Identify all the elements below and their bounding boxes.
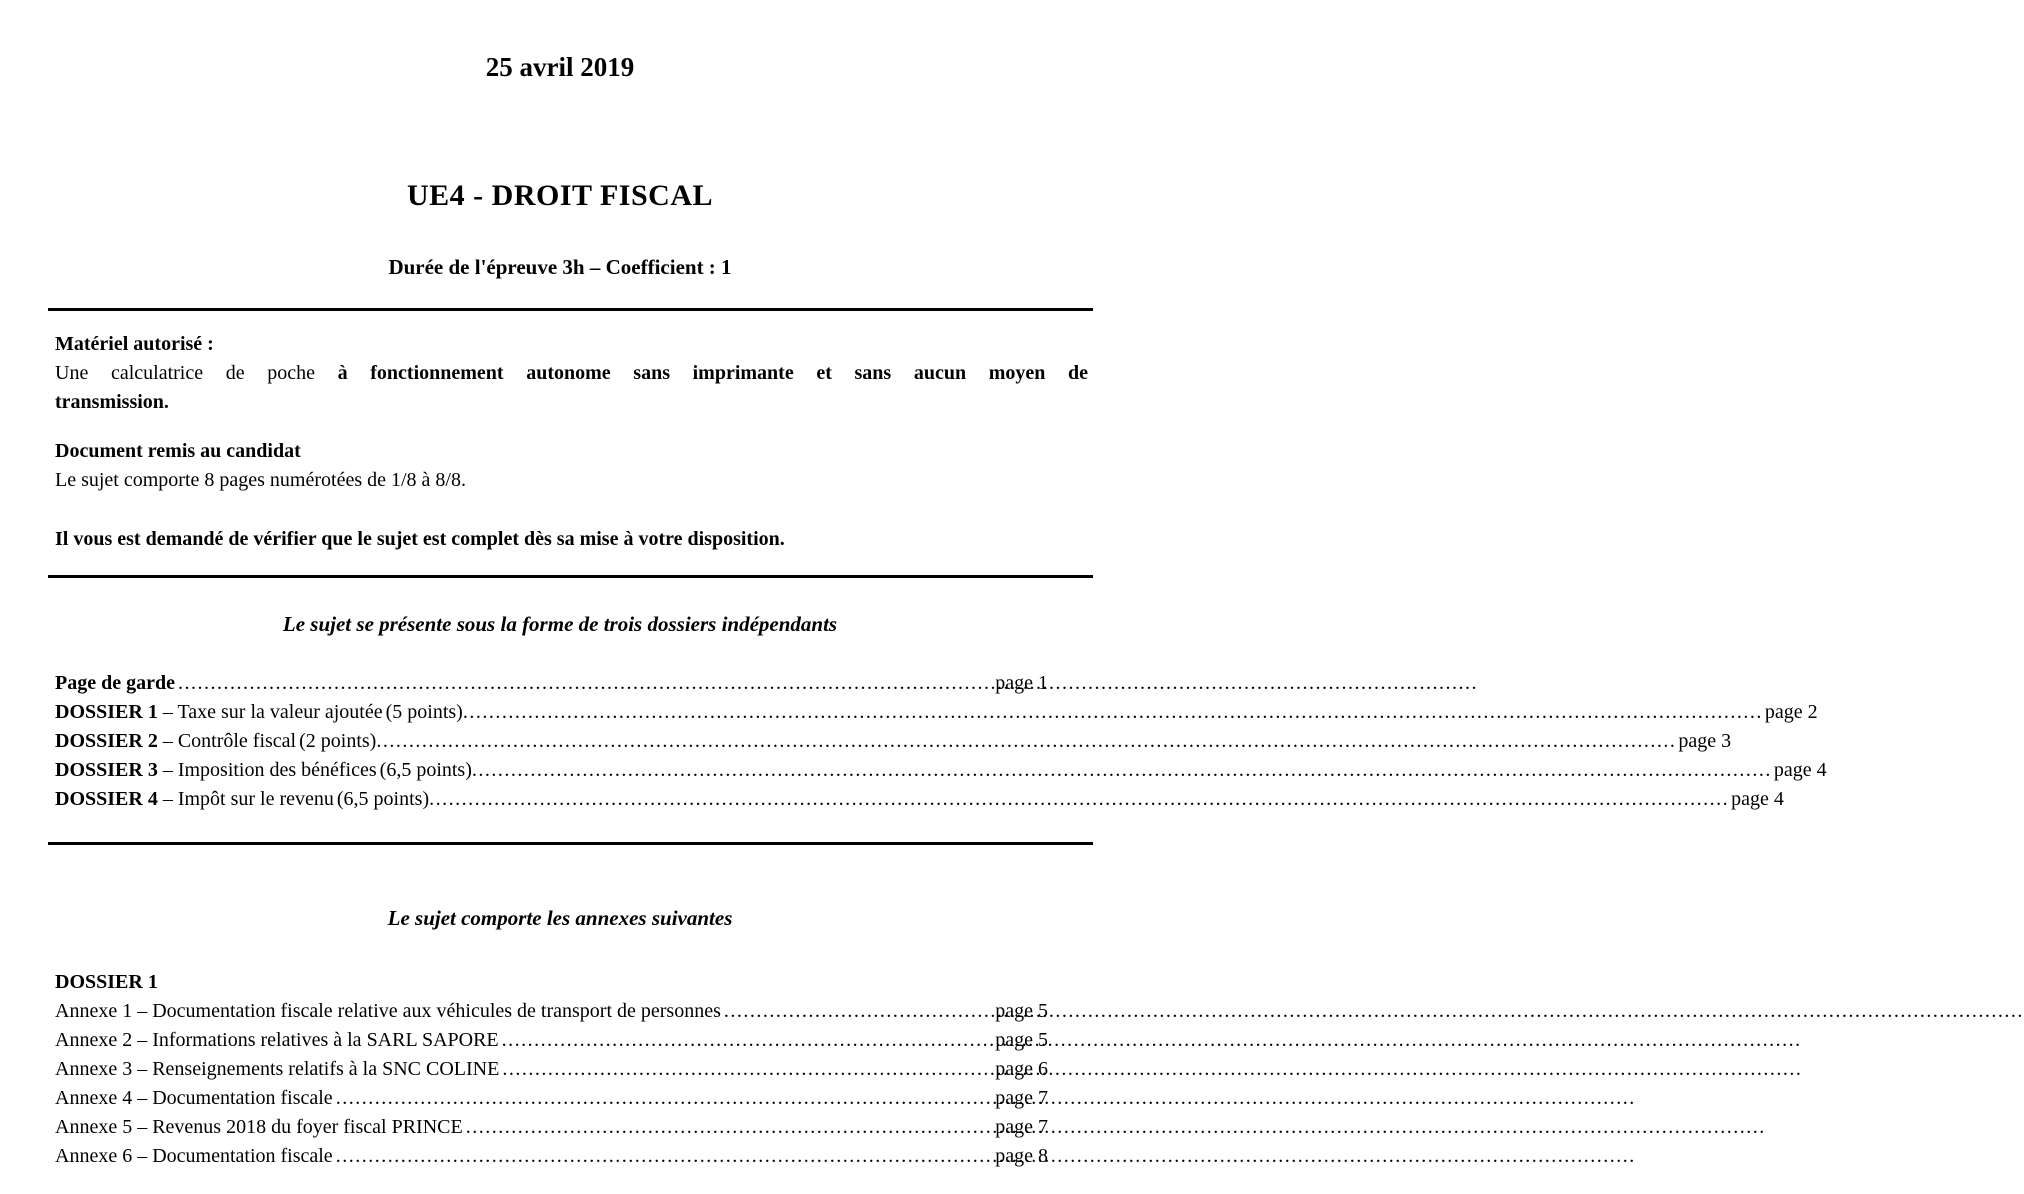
annex-row [55,1142,1048,1171]
candidate-document-text: Le sujet comporte 8 pages numérotées de 1/8 à 8/8. [55,469,466,491]
annex-dot-leader [502,1055,993,1084]
annex-row-label: Annexe 5 – Revenus 2018 du foyer fiscal PRINCE [55,1116,463,1138]
table-of-contents [55,669,1827,814]
toc-points: (6,5 points) [379,759,472,781]
allowed-materials-text-regular: Une calculatrice de poche [55,362,338,384]
annexes-dossier-heading: DOSSIER 1 [55,971,158,993]
toc-dot-leader [472,756,1772,785]
annex-row [55,1055,1048,1084]
toc-page-number: page 2 [1764,701,1818,723]
annex-page-number: page 7 [995,1116,1048,1138]
toc-dot-leader [429,785,1729,814]
toc-section-heading: Le sujet se présente sous la forme de trois dossiers indépendants [282,612,838,636]
allowed-materials-text-bold: à fonctionnement autonome sans imprimante et sans aucun moyen de [337,362,1088,384]
toc-row-label-bold: DOSSIER 3 [55,759,158,781]
annex-row [55,1113,1048,1142]
toc-dot-leader [178,669,993,698]
toc-points: (2 points) [299,730,377,752]
exam-title: UE4 - DROIT FISCAL [407,179,713,212]
toc-row-label-bold: DOSSIER 1 [55,701,158,723]
toc-row-label [55,727,299,756]
toc-row-label [55,756,380,785]
toc-points-page-group [337,785,1784,814]
annex-dot-leader [336,1142,994,1171]
toc-points-page-group [299,727,1731,756]
candidate-document-heading: Document remis au candidat [55,440,301,462]
toc-row-label [55,669,178,698]
completeness-warning: Il vous est demandé de vérifier que le sujet est complet dès sa mise à votre disposition. [55,528,785,550]
toc-row-label-rest: – Impôt sur le revenu [157,788,334,810]
toc-row [55,698,1818,727]
toc-row [55,756,1827,785]
annex-dot-leader [466,1113,994,1142]
annex-page-number: page 7 [995,1087,1048,1109]
toc-dot-leader [463,698,1763,727]
allowed-materials-text [55,359,1088,388]
annex-row [55,1084,1048,1113]
toc-row-label [55,698,386,727]
annex-row-label: Annexe 4 – Documentation fiscale [55,1087,333,1109]
toc-points-page-group [386,698,1818,727]
toc-row-label-rest: – Imposition des bénéfices [157,759,377,781]
annexes-section-heading: Le sujet comporte les annexes suivantes [387,906,733,930]
toc-row-label [55,785,337,814]
annex-dot-leader [724,997,993,1026]
toc-row [55,785,1784,814]
toc-dot-leader [376,727,1676,756]
toc-points-page-group [380,756,1827,785]
allowed-materials-heading: Matériel autorisé : [55,333,214,355]
annex-page-number: page 5 [995,1029,1048,1051]
annex-row [55,1026,1048,1055]
document-date: 25 avril 2019 [485,52,635,82]
annexes-list [55,968,1048,1171]
toc-row [55,727,1732,756]
annex-dot-leader [336,1084,994,1113]
annex-page-number: page 8 [995,1145,1048,1167]
annex-row-label: Annexe 3 – Renseignements relatifs à la SNC COLINE [55,1058,500,1080]
toc-page-number: page 4 [1773,759,1827,781]
allowed-materials-text-line2: transmission. [55,391,169,413]
toc-row-label-rest: – Contrôle fiscal [157,730,297,752]
notice-section [55,330,1088,554]
exam-duration-coefficient: Durée de l'épreuve 3h – Coefficient : 1 [388,255,732,279]
horizontal-rule-bottom [48,842,1093,845]
toc-row-label-bold: DOSSIER 2 [55,730,158,752]
toc-points: (5 points) [385,701,463,723]
toc-page-number: page 3 [1678,730,1732,752]
horizontal-rule-top [48,308,1093,311]
toc-points: (6,5 points) [336,788,430,810]
annex-row-label: Annexe 2 – Informations relatives à la SARL SAPORE [55,1029,499,1051]
toc-page-number: page 1 [995,672,1048,694]
annex-row-label: Annexe 1 – Documentation fiscale relative aux véhicules de transport de personnes [55,1000,721,1022]
toc-row [55,669,1048,698]
toc-row-label-bold: DOSSIER 4 [55,788,158,810]
annex-row-label: Annexe 6 – Documentation fiscale [55,1145,333,1167]
toc-row-label-rest: – Taxe sur la valeur ajoutée [157,701,383,723]
annex-page-number: page 5 [995,1000,1048,1022]
toc-page-number: page 4 [1731,788,1784,810]
toc-row-label-bold: Page de garde [55,672,175,694]
annex-page-number: page 6 [995,1058,1048,1080]
horizontal-rule-middle [48,575,1093,578]
annex-row [55,997,1048,1026]
annex-dot-leader [502,1026,994,1055]
